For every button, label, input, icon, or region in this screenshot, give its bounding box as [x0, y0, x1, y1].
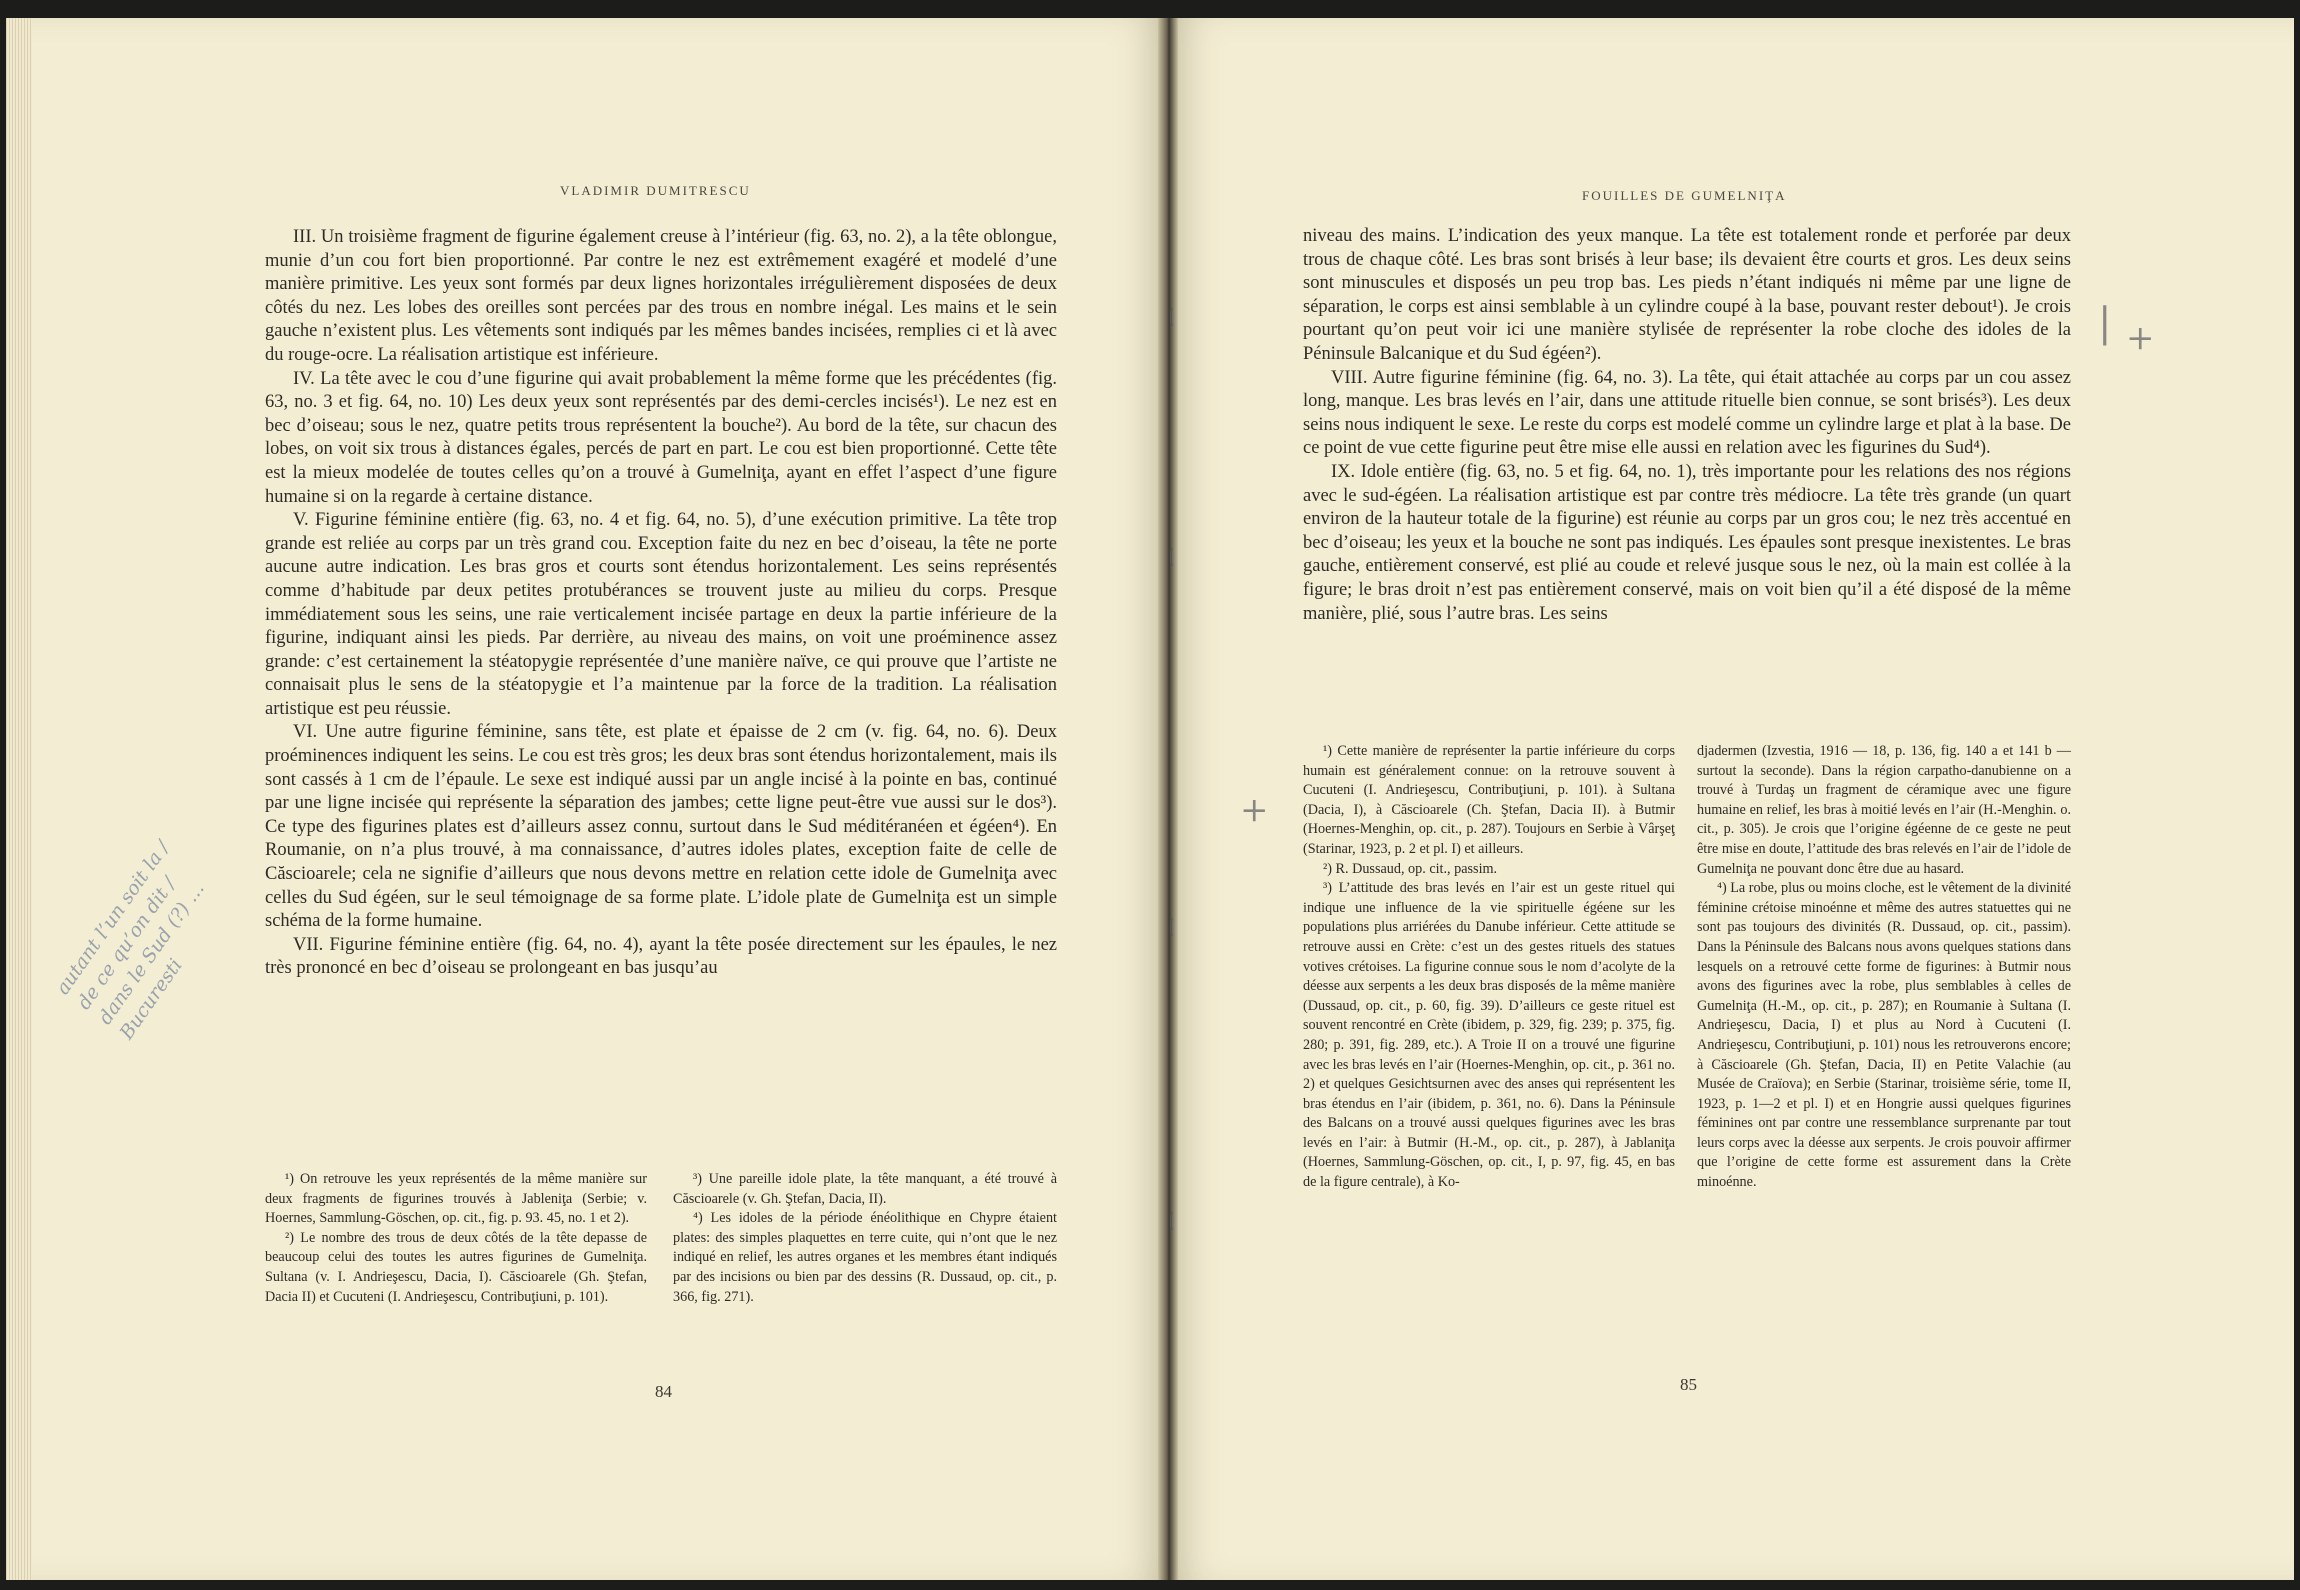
- paragraph-iv: IV. La tête avec le cou d’une figurine qui avait probablement la même forme que les précédentes (fig. 63, no. 3 et fig. 64, no. 10) Les deux yeux sont représentés par des demi-cercles incisés¹). Le nez est en bec d’oiseau; sous le nez, quatre petits trous représentent la bouche²). Au bord de la tête, sur chacun des lobes, on voit six trous à distances égales, percés de part en part. Le cou est bien proportionné. Cette tête est la mieux modelée de toutes celles qu’on a trouvé à Gumelniţa, ayant en effet l’aspect d’une figure humaine si on la regarde à certaine distance.: [265, 368, 1057, 507]
- footnote: ¹) On retrouve les yeux représentés de la même manière sur deux fragments de figurines trouvés à Jableniţa (Serbie; v. Hoernes, Sammlung-Göschen, op. cit., fig. p. 93. 45, no. 1 et 2).: [265, 1171, 647, 1227]
- paragraph-vii-cont: niveau des mains. L’indication des yeux manque. La tête est totalement ronde et perforée par deux trous de chaque côté. Les bras sont brisés à leur base; ils devaient être courts et gros. Les deux seins sont minuscules et disposés un peu trop bas. Les pieds n’étant indiqués ni même par une ligne de séparation, le corps est ainsi semblable à un cylindre coupé à la base, pouvant rester debout¹). Je crois pourtant qu’on peut voir ici une manière stylisée de représenter la robe cloche des idoles de la Péninsule Balcanique et du Sud égéen²).: [1303, 226, 2071, 364]
- footnote: djadermen (Izvestia, 1916 — 18, p. 136, fig. 140 a et 141 b — surtout la seconde). Dans la région carpatho-danubienne on a trouvé à Turdaş un fragment de céramique avec une figure humaine en relief, les bras à moitié levés en l’air (H.-Menghin. o. cit., p. 305). Je crois que l’origine égéenne de ce geste ne peut être mise en doute, l’attitude des bras relevés en l’air de l’idole de Gumelniţa ne pouvant donc être due au hasard.: [1697, 743, 2071, 877]
- paragraph-iii: III. Un troisième fragment de figurine également creuse à l’intérieur (fig. 63, no. 2), a la tête oblongue, munie d’un cou fort bien proportionné. Par contre le nez est extrêmement exagéré et modelé d’une manière primitive. Les yeux sont formés par deux lignes horizontales irrégulièrement disposées de deux côtés du nez. Les lobes des oreilles sont percées par des trous en nombre inégal. Les mains et le sein gauche n’existent plus. Les vêtements sont indiqués par les mêmes bandes incisées, remplies ci et là avec du rouge-ocre. La réalisation artistique est inférieure.: [265, 227, 1057, 365]
- gutter-tick: [1170, 1212, 1178, 1230]
- right-body-text: [1303, 225, 2071, 626]
- gutter-tick: [1170, 548, 1178, 566]
- paragraph-vii: VII. Figurine féminine entière (fig. 64, no. 4), ayant la tête posée directement sur les épaules, le nez très prononcé en bec d’oiseau se prolongeant en bas jusqu’au: [265, 934, 1057, 979]
- right-page-number: 85: [1680, 1375, 1697, 1394]
- right-footnotes-col2: [1697, 742, 2071, 1193]
- footnote: ³) L’attitude des bras levés en l’air est un geste rituel qui indique une influence de la vie spirituelle égéene sur les populations plus arriérées du Danube inférieur. Cette attitude se retrouve aussi en Crète: c’est un des gestes rituels des statues votives crétoises. La figurine connue sous le nom d’acolyte de la déesse aux serpents a les deux bras disposés de la même manière (Dussaud, op. cit., p. 60, fig. 39). D’ailleurs ce geste rituel est souvent rencontré en Crète (ibidem, p. 329, fig. 239; p. 375, fig. 280; p. 391, fig. 289, etc.). A Troie II on a trouvé une figurine avec les bras levés en l’air (Hoernes-Menghin, op. cit., p. 361 no. 2) et quelques Gesichtsurnen avec des anses qui représentent les bras étendus en l’air (ibidem, p. 361, no. 6). Dans la Péninsule des Balcans on a trouvé aussi quelques figurines avec les bras levés en l’air: à Butmir (H.-M., op. cit., p. 287), à Jablaniţa (Hoernes, Sammlung-Göschen, op. cit., I, p. 97, fig. 45, en bas de la figure centrale), à Ko-: [1303, 880, 1675, 1191]
- paragraph-vi: VI. Une autre figurine féminine, sans tête, est plate et épaisse de 2 cm (v. fig. 64, no. 6). Deux proéminences indiquent les seins. Le cou est très gros; les deux bras sont étendus horizontalement, mais ils sont cassés à 1 cm de l’épaule. Le sexe est indiqué aussi par un angle incisé à la pointe en bas, continué par une ligne incisée qui représente la séparation des jambes; cette ligne peut-être vue aussi sur le dos³). Ce type des figurines plates est d’ailleurs assez connu, surtout dans le Sud méditéranéen et égéen⁴). En Roumanie, on n’a plus trouvé, à ma connaissance, d’autres idoles plates, exception faite de celle de Căscioarele; cela ne signifie d’ailleurs que nous devons mettre en relation cette idole de Gumelniţa avec celles du Sud égéen, sur le seul témoignage de sa forme plate. L’idole plate de Gumelniţa est un simple schéma de la forme humaine.: [265, 722, 1057, 932]
- right-footnotes-col1: [1303, 742, 1675, 1193]
- left-body-text: [265, 226, 1057, 981]
- footnote: ²) R. Dussaud, op. cit., passim.: [1323, 860, 1498, 877]
- gutter-tick: [1170, 918, 1178, 936]
- paragraph-v: V. Figurine féminine entière (fig. 63, no. 4 et fig. 64, no. 5), d’une exécution primitive. La tête trop grande est reliée au corps par un très grand cou. Exception faite du nez en bec d’oiseau, la tête ne porte aucune autre indication. Les bras gros et courts sont étendus horizontalement. Les seins représentés comme d’habitude par deux petites protubérances se trouvent juste au milieu du corps. Presque immédiatement sous les seins, une raie verticalement incisée partage en deux la partie inférieure de la figurine, indiquant ainsi les pieds. Par derrière, au niveau des mains, on voit une proéminence assez grande: c’est certainement la stéatopygie représentée d’une manière naïve, ce qui prouve que l’artiste ne connaisait plus le sens de la stéatopygie et l’a maintenue par la force de la tradition. La réalisation artistique est peu réussie.: [265, 510, 1057, 719]
- left-page-number: 84: [655, 1382, 672, 1401]
- footnote: ¹) Cette manière de représenter la partie inférieure du corps humain est généralement connue: on la retrouve souvent à Cucuteni (I. Andrieşescu, Contribuţiuni, p. 101). à Sultana (Dacia, I), à Căscioarele (Ch. Ştefan, Dacia II). à Butmir (Hoernes-Menghin, op. cit., p. 287). Toujours en Serbie à Vârşeţ (Starinar, 1923, p. 2 et pl. I) et ailleurs.: [1303, 743, 1675, 857]
- page-edges: [6, 18, 32, 1580]
- margin-cross-mark: +: [2126, 318, 2155, 358]
- left-footnotes-col1: [265, 1170, 647, 1307]
- right-running-head: FOUILLES DE GUMELNIŢA: [1582, 188, 1787, 203]
- gutter-tick: [1170, 308, 1178, 326]
- margin-bar-mark: |: [2098, 300, 2112, 346]
- margin-cross-mark: +: [1240, 790, 1269, 830]
- book-gutter: [1158, 18, 1178, 1580]
- footnote: ³) Une pareille idole plate, la tête manquant, a été trouvé à Căscioarele (v. Gh. Ştefan, Dacia, II).: [673, 1171, 1057, 1207]
- pencil-annotation: autant l’un soit la / de ce qu’on dit / dans le Sud (?) … Bucuresti: [51, 837, 209, 1044]
- left-footnotes-col2: [673, 1170, 1057, 1307]
- footnote: ⁴) La robe, plus ou moins cloche, est le vêtement de la divinité féminine crétoise minoénne et même des autres statuettes qui ne sont pas toujours des divinités (R. Dussaud, op. cit., passim). Dans la Péninsule des Balcans nous avons quelques stations dans lesquels on a retrouvé cette forme de figurines: à Butmir nous avons des figurines avec la robe, plus semblables à celles de Gumelniţa (H.-M., op. cit., p. 287); en Roumanie à Sultana (I. Andrieşescu, Dacia, I) et plus au Nord à Cucuteni (I. Andrieşescu, Contribuţiuni, p. 101) nous les retrouverons encore; à Căscioarele (Gh. Ştefan, Dacia, II) en Petite Valachie (au Musée de Craïova); en Serbie (Starinar, troisième série, tome II, 1923, p. 1—2 et pl. I) et en Hongrie aussi quelques figurines féminines ont par contre une ressemblance surprenante par tout leurs corps avec la déesse aux serpents. Je crois pouvoir affirmer que l’origine de cette forme est assurement dans la Crète minoénne.: [1697, 880, 2072, 1191]
- paragraph-viii: VIII. Autre figurine féminine (fig. 64, no. 3). La tête, qui était attachée au corps par un cou assez long, manque. Les bras levés en l’air, dans une attitude rituelle bien connue, se sont brisés³). Les deux seins nous indiquent le sexe. Le reste du corps est modelé comme un cylindre large et plat à la base. De ce point de vue cette figurine peut être mise elle aussi en relation avec les figurines du Sud⁴).: [1303, 367, 2071, 459]
- left-running-head: VLADIMIR DUMITRESCU: [560, 183, 751, 198]
- footnote: ⁴) Les idoles de la période énéolithique en Chypre étaient plates: des simples plaquettes en terre cuite, qui n’ont que le nez indiqué en relief, les autres organes et les membres étant indiqués par des incisions ou bien par des dessins (R. Dussaud, op. cit., p. 366, fig. 271).: [673, 1210, 1057, 1305]
- footnote: ²) Le nombre des trous de deux côtés de la tête depasse de beaucoup celui des toutes les autres figurines de Gumelniţa. Sultana (v. I. Andrieşescu, Dacia, I). Căscioarele (Gh. Ştefan, Dacia II) et Cucuteni (I. Andrieşescu, Contribuţiuni, p. 101).: [265, 1229, 647, 1305]
- paragraph-ix: IX. Idole entière (fig. 63, no. 5 et fig. 64, no. 1), très importante pour les relations des nos régions avec le sud-égéen. La réalisation artistique est par contre très médiocre. La tête très grande (un quart environ de la hauteur totale de la figurine) est réunie au corps par un gros cou; le nez très accentué en bec d’oiseau; les yeux et la bouche ne sont pas indiqués. Les épaules sont presque inexistentes. Le bras gauche, entièrement conservé, est plié au coude et relevé jusque sous le nez, où la main est collée à la figure; le bras droit n’est pas entièrement conservé, mais on voit bien qu’il a été disposé de la même manière, plié, sous l’autre bras. Les seins: [1303, 461, 2071, 624]
